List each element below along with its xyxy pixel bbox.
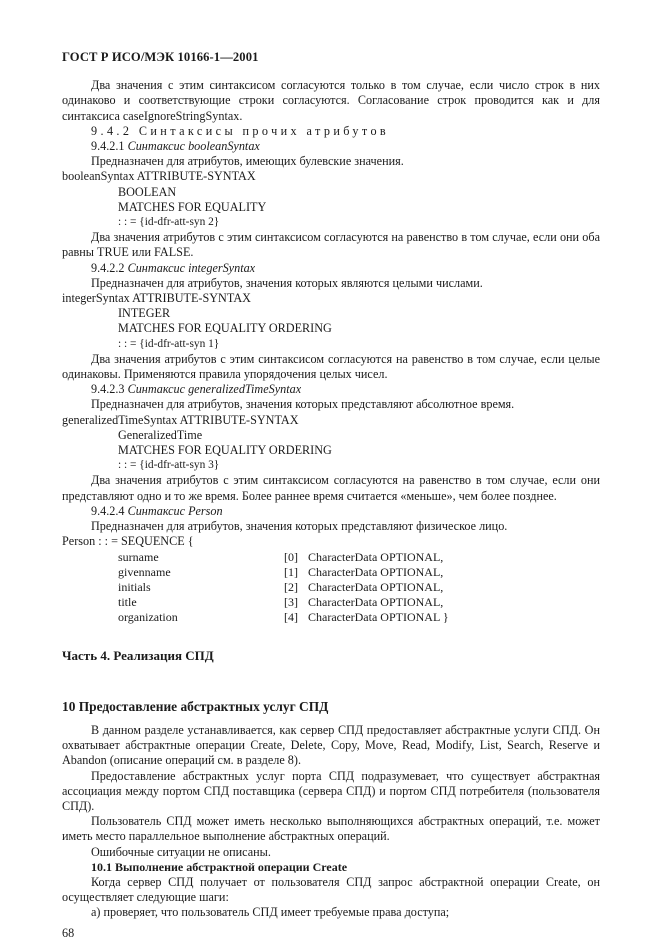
part-heading: Часть 4. Реализация СПД — [62, 647, 214, 663]
list-item: а) проверяет, что пользователь СПД имеет требуемые права доступа; — [91, 905, 450, 920]
field-tag: [3] — [284, 595, 298, 610]
field-type: CharacterData OPTIONAL, — [308, 595, 444, 610]
paragraph: Два значения атрибутов с этим синтаксисом согласуются на равенство в том случае, если они представляют одно и то же время. Более раннее время считается «меньше», чем более позднее. — [62, 473, 600, 503]
section-title: Синтаксис Person — [127, 503, 223, 518]
section-number: 9.4.2.1 — [91, 139, 125, 154]
subsection-heading-9-4-2-3 — [62, 382, 600, 397]
paragraph: Два значения атрибутов с этим синтаксисом согласуются на равенство в том случае, если они оба равны TRUE или FALSE. — [62, 230, 600, 260]
page-number: 68 — [62, 925, 75, 940]
code-line: : : = {id-dfr-att-syn 3} — [118, 459, 220, 472]
paragraph: Ошибочные ситуации не описаны. — [91, 844, 271, 859]
description: Предназначен для атрибутов, значения которых являются целыми числами. — [91, 275, 483, 290]
field-type: CharacterData OPTIONAL } — [308, 610, 449, 625]
section-title: Синтаксис booleanSyntax — [127, 139, 260, 154]
person-sequence-table — [118, 550, 449, 626]
section-title: Синтаксис integerSyntax — [127, 260, 256, 275]
section-heading-10: 10 Предоставление абстрактных услуг СПД — [62, 698, 329, 714]
section-number: 9.4.2.3 — [91, 382, 125, 397]
code-line: BOOLEAN — [118, 184, 177, 199]
paragraph: В данном разделе устанавливается, как сервер СПД предоставляет абстрактные услуги СПД. Он охватывает абстрактные операции Create, Delete, Copy, Move, Read, Modify, List, Search, Reserve и Abandon (описание операций см. в разделе 8). — [62, 722, 600, 768]
field-type: CharacterData OPTIONAL, — [308, 564, 444, 579]
field-tag: [4] — [284, 610, 298, 625]
field-name: initials — [118, 579, 151, 594]
code-line: MATCHES FOR EQUALITY ORDERING — [118, 321, 332, 336]
subsection-heading-9-4-2-4 — [62, 504, 600, 519]
subsection-heading-9-4-2-2 — [62, 261, 600, 276]
field-name: givenname — [118, 564, 171, 579]
paragraph: Пользователь СПД может иметь несколько выполняющихся абстрактных операций, т.е. может иметь место параллельное выполнение абстрактных операций. — [62, 814, 600, 844]
subsection-heading-9-4-2-1 — [62, 139, 600, 154]
field-tag: [2] — [284, 579, 298, 594]
table-row — [118, 610, 449, 625]
field-name: organization — [118, 610, 178, 625]
section-number: 9.4.2.4 — [91, 503, 125, 518]
paragraph: Когда сервер СПД получает от пользователя СПД запрос абстрактной операции Create, он осуществляет следующие шаги: — [62, 874, 600, 905]
table-row — [118, 595, 449, 610]
field-tag: [1] — [284, 564, 298, 579]
code-line: MATCHES FOR EQUALITY — [118, 199, 267, 214]
table-row — [118, 565, 449, 580]
running-header: ГОСТ Р ИСО/МЭК 10166-1—2001 — [62, 50, 259, 64]
code-line: generalizedTimeSyntax ATTRIBUTE-SYNTAX — [62, 412, 299, 427]
section-heading-9-4-2: 9.4.2 Синтаксисы прочих атрибутов — [91, 123, 390, 138]
code-line: : : = {id-dfr-att-syn 2} — [118, 216, 220, 229]
description: Предназначен для атрибутов, значения которых представляют абсолютное время. — [91, 397, 515, 412]
field-name: surname — [118, 549, 159, 564]
paragraph: Два значения с этим синтаксисом согласуются только в том случае, если число строк в них одинаково и соответствующие строки согласуются. Согласование строк проводится как и для синтаксиса caseIgnoreStringSyntax. — [62, 78, 600, 123]
code-line: Person : : = SEQUENCE { — [62, 534, 194, 549]
field-tag: [0] — [284, 549, 298, 564]
section-title: Синтаксис generalizedTimeSyntax — [127, 382, 302, 397]
section-number: 9.4.2.2 — [91, 260, 125, 275]
code-line: GeneralizedTime — [118, 427, 203, 442]
paragraph: Два значения атрибутов с этим синтаксисом согласуются на равенство в том случае, если целые одинаковы. Применяются правила упорядочения целых чисел. — [62, 351, 600, 382]
description: Предназначен для атрибутов, значения которых представляют физическое лицо. — [91, 519, 508, 534]
field-name: title — [118, 595, 137, 610]
table-row — [118, 580, 449, 595]
subsection-heading-10-1: 10.1 Выполнение абстрактной операции Create — [91, 859, 348, 874]
table-row — [118, 550, 449, 565]
document-page — [62, 50, 600, 941]
field-type: CharacterData OPTIONAL, — [308, 579, 444, 594]
code-line: integerSyntax ATTRIBUTE-SYNTAX — [62, 291, 251, 306]
field-type: CharacterData OPTIONAL, — [308, 549, 444, 564]
paragraph: Предоставление абстрактных услуг порта СПД подразумевает, что существует абстрактная ассоциация между портом СПД поставщика (сервера СПД) и портом СПД потребителя (пользователя СПД). — [62, 768, 600, 813]
code-line: MATCHES FOR EQUALITY ORDERING — [118, 443, 332, 458]
code-line: booleanSyntax ATTRIBUTE-SYNTAX — [62, 169, 256, 184]
description: Предназначен для атрибутов, имеющих булевские значения. — [91, 154, 404, 169]
code-line: INTEGER — [118, 306, 171, 321]
code-line: : : = {id-dfr-att-syn 1} — [118, 337, 220, 350]
